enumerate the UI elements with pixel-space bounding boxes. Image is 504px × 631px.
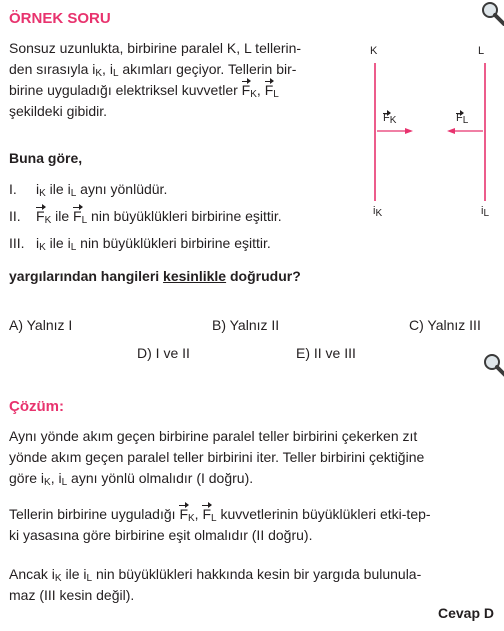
statement-3: III. $i_K$ ile $i_L$ nin büyüklükleri birbirine eşittir. xyxy=(9,235,271,253)
question-line-3: birine uyguladığı elektriksel kuvvetler $F_K$, $F_L$ xyxy=(9,82,279,100)
answer-label: Cevap D xyxy=(437,605,494,621)
force-k-arrowhead xyxy=(405,128,413,134)
wire-l-label: L xyxy=(478,45,485,57)
question-line-2: den sırasıyla $i_K$, $i_L$ akımları geçiyor. Tellerin bir- xyxy=(9,61,297,79)
question-text xyxy=(9,38,349,122)
solution-p1-line-1: Aynı yönde akım geçen birbirine paralel teller birbirini çekerken zıt xyxy=(9,428,418,444)
solution-p2-line-2: ki yasasına göre birbirine eşit olmalıdır (II doğru). xyxy=(9,527,313,543)
option-b[interactable]: B) Yalnız II xyxy=(212,317,280,333)
question-line-4: şekildeki gibidir. xyxy=(9,103,108,119)
example-title: ÖRNEK SORU xyxy=(9,10,111,27)
question-line-1: Sonsuz uzunlukta, birbirine paralel K, L tellerin- xyxy=(9,40,302,56)
solution-paragraph-3 xyxy=(9,564,497,606)
current-k-label: $i_K$ xyxy=(373,205,383,219)
wire-k-label: K xyxy=(370,45,378,57)
question-stem: yargılarından hangileri kesinlikle doğrudur? xyxy=(9,268,301,284)
option-a[interactable]: A) Yalnız I xyxy=(9,317,73,333)
option-d[interactable]: D) I ve II xyxy=(137,345,190,361)
solution-p1-line-2: yönde akım geçen paralel teller birbirini iter. Teller birbirini çektiğine xyxy=(9,449,425,465)
statement-2: II. $F_K$ ile $F_L$ nin büyüklükleri birbirine eşittir. xyxy=(9,208,282,226)
magnifier-icon xyxy=(480,0,504,26)
figure-svg xyxy=(360,58,504,218)
magnifier-icon xyxy=(482,352,504,378)
force-l-label: $F_L$ xyxy=(456,112,469,126)
option-c[interactable]: C) Yalnız III xyxy=(409,317,481,333)
solution-title: Çözüm: xyxy=(9,398,64,415)
solution-p1-line-3: göre $i_K$, $i_L$ aynı yönlü olmalıdır (I doğru). xyxy=(9,470,254,488)
force-l-arrowhead xyxy=(447,128,455,134)
current-l-label: $i_L$ xyxy=(481,205,490,219)
statement-1: I. $i_K$ ile $i_L$ aynı yönlüdür. xyxy=(9,181,168,199)
question-prompt: Buna göre, xyxy=(9,150,83,166)
solution-p2-line-1: Tellerin birbirine uyguladığı $F_K$, $F_L$ kuvvetlerinin büyüklükleri etki-tep- xyxy=(9,506,431,524)
solution-paragraph-2 xyxy=(9,504,497,546)
force-k-label: $F_K$ xyxy=(383,112,397,126)
solution-paragraph-1 xyxy=(9,426,497,489)
solution-p3-line-2: maz (III kesin değil). xyxy=(9,587,135,603)
option-e[interactable]: E) II ve III xyxy=(296,345,356,361)
solution-p3-line-1: Ancak $i_K$ ile $i_L$ nin büyüklükleri hakkında kesin bir yargıda bulunula- xyxy=(9,566,422,584)
